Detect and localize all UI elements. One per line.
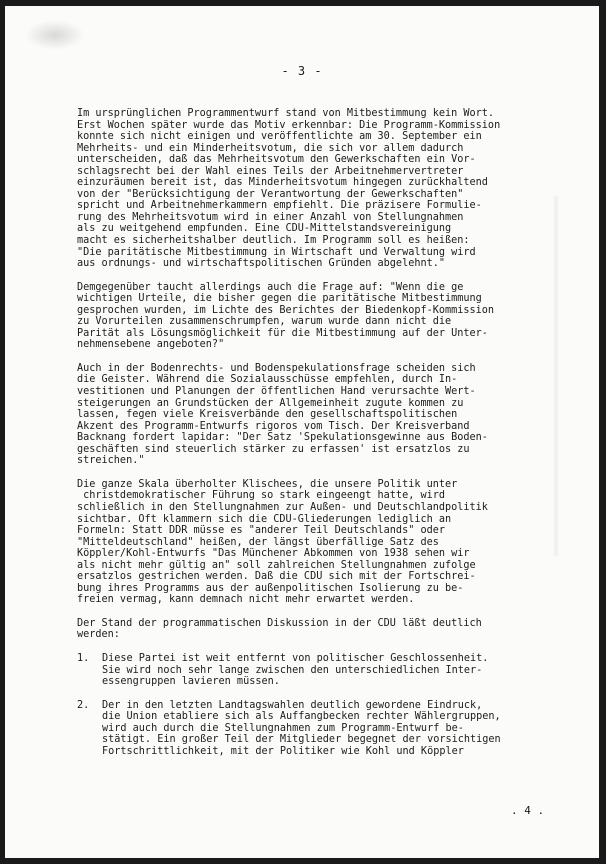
list-item xyxy=(77,653,577,688)
body-text xyxy=(77,108,577,769)
text-line: rung des Mehrheitsvotum wird in einer Anzahl von Stellungnahmen xyxy=(77,211,464,223)
text-line: stätigt. Ein großer Teil der Mitglieder begegnet der vorsichtigen xyxy=(102,734,501,746)
text-line: wird auch durch die Stellungnahmen zum Programm-Entwurf be- xyxy=(102,722,464,734)
text-line: spricht und Arbeitnehmerkammern empfiehlt. Die präzisere Formulie- xyxy=(77,200,482,212)
continuation-marker: . 4 . xyxy=(511,804,545,817)
text-line: Die ganze Skala überholter Klischees, die unsere Politik unter xyxy=(77,478,458,490)
text-line: Der in den letzten Landtagswahlen deutlich gewordene Eindruck, xyxy=(102,699,483,711)
text-line: die Union etabliere sich als Auffangbecken rechter Wählergruppen, xyxy=(102,711,501,723)
text-line: "Die paritätische Mitbestimmung in Wirtschaft und Verwaltung wird xyxy=(77,246,476,258)
text-line: "Mitteldeutschland" heißen, der längst überfällige Satz des xyxy=(77,536,439,548)
text-line: schließlich in den Stellungnahmen zur Außen- und Deutschlandpolitik xyxy=(77,501,488,513)
text-line: wichtigen Urteile, die bisher gegen die paritätische Mitbestimmung xyxy=(77,293,482,305)
text-line: Akzent des Programm-Entwurfs rigoros vom Tisch. Der Kreisverband xyxy=(77,420,470,432)
paragraph-paritaet xyxy=(77,282,577,351)
text-line: christdemokratischer Führung so stark eingeengt hatte, wird xyxy=(77,490,446,502)
paragraph-aussenpolitik xyxy=(77,479,577,606)
text-line: aus ordnungs- und wirtschaftspolitischen Gründen abgelehnt." xyxy=(77,258,446,270)
text-line: schlagsrecht bei der Wahl eines Teils der Arbeitnehmervertreter xyxy=(77,165,464,177)
text-line: Im ursprünglichen Programmentwurf stand von Mitbestimmung kein Wort. xyxy=(77,108,495,119)
page-number: - 3 - xyxy=(281,64,323,78)
text-line: bung ihres Programms aus der außenpolitischen Isolierung zu be- xyxy=(77,582,464,594)
document-page xyxy=(5,6,599,858)
list-number: 2. xyxy=(77,699,90,711)
text-line: freien vermag, kann demnach nicht mehr erwartet werden. xyxy=(77,594,415,606)
text-line: steigerungen an Grundstücken der Allgemeinheit zugute kommen zu xyxy=(77,397,464,409)
list-number: 1. xyxy=(77,652,90,664)
text-line: sichtbar. Oft klammern sich die CDU-Gliederungen lediglich an xyxy=(77,513,452,525)
text-line: Demgegenüber taucht allerdings auch die Frage auf: "Wenn die ge xyxy=(77,281,464,293)
text-line: unterscheiden, daß das Mehrheitsvotum den Gewerkschaften ein Vor- xyxy=(77,154,476,166)
text-line: vestitionen und Planungen der öffentlichen Hand verursachte Wert- xyxy=(77,386,476,398)
text-line: Erst Wochen später wurde das Motiv erkennbar: Die Programm-Kommission xyxy=(77,119,501,131)
text-line: Parität als Lösungsmöglichkeit für die Mitbestimmung auf der Unter- xyxy=(77,327,488,339)
text-line: als nicht mehr gültig an" soll zahlreichen Stellungnahmen zufolge xyxy=(77,559,476,571)
text-line: zu Vorurteilen zusammenschrumpfen, warum wurde dann nicht die xyxy=(77,316,452,328)
text-line: Diese Partei ist weit entfernt von politischer Geschlossenheit. xyxy=(102,652,489,664)
text-line: als zu weitgehend empfunden. Eine CDU-Mittelstandsvereinigung xyxy=(77,223,452,235)
text-line: Sie wird noch sehr lange zwischen den unterschiedlichen Inter- xyxy=(102,664,483,676)
text-line: Auch in der Bodenrechts- und Bodenspekulationsfrage scheiden sich xyxy=(77,362,476,374)
text-line: nehmensebene angeboten?" xyxy=(77,339,225,351)
text-line: lassen, fegen viele Kreisverbände den gesellschaftspolitischen xyxy=(77,409,458,421)
text-line: ersatzlos gestrichen werden. Daß die CDU sich mit der Fortschrei- xyxy=(77,571,476,583)
paragraph-mitbestimmung xyxy=(77,108,577,270)
text-line: geschäften sind steuerlich stärker zu erfassen' ist ersatzlos zu xyxy=(77,443,470,455)
text-line: Formeln: Statt DDR müsse es "anderer Teil Deutschlands" oder xyxy=(77,525,446,537)
text-line: werden: xyxy=(77,629,120,641)
text-line: von der "Berücksichtigung der Verantwortung der Gewerkschaften" xyxy=(77,188,464,200)
paragraph-stand xyxy=(77,618,577,641)
list-item xyxy=(77,700,577,758)
text-line: Mehrheits- und ein Minderheitsvotum, die sich vor allem dadurch xyxy=(77,142,464,154)
text-line: Der Stand der programmatischen Diskussion in der CDU läßt deutlich xyxy=(77,617,482,629)
text-line: streichen." xyxy=(77,455,145,467)
text-line: essengruppen lavieren müssen. xyxy=(102,676,280,688)
text-line: Backnang fordert lapidar: "Der Satz 'Spekulationsgewinne aus Boden- xyxy=(77,432,488,444)
text-line: Köppler/Kohl-Entwurfs "Das Münchener Abkommen von 1938 sehen wir xyxy=(77,548,470,560)
paragraph-bodenrecht xyxy=(77,363,577,467)
text-line: einzuräumen bereit ist, das Minderheitsvotum hingegen zurückhaltend xyxy=(77,177,488,189)
text-line: konnte sich nicht einigen und veröffentlichte am 30. September ein xyxy=(77,131,482,143)
text-line: macht es sicherheitshalber deutlich. Im Programm soll es heißen: xyxy=(77,235,470,247)
scan-smudge xyxy=(25,20,85,50)
text-line: Fortschrittlichkeit, mit der Politiker wie Kohl und Köppler xyxy=(102,745,464,757)
text-line: gesprochen wurden, im Lichte des Berichtes der Biedenkopf-Kommission xyxy=(77,304,495,316)
text-line: die Geister. Während die Sozialausschüsse empfehlen, durch In- xyxy=(77,374,458,386)
